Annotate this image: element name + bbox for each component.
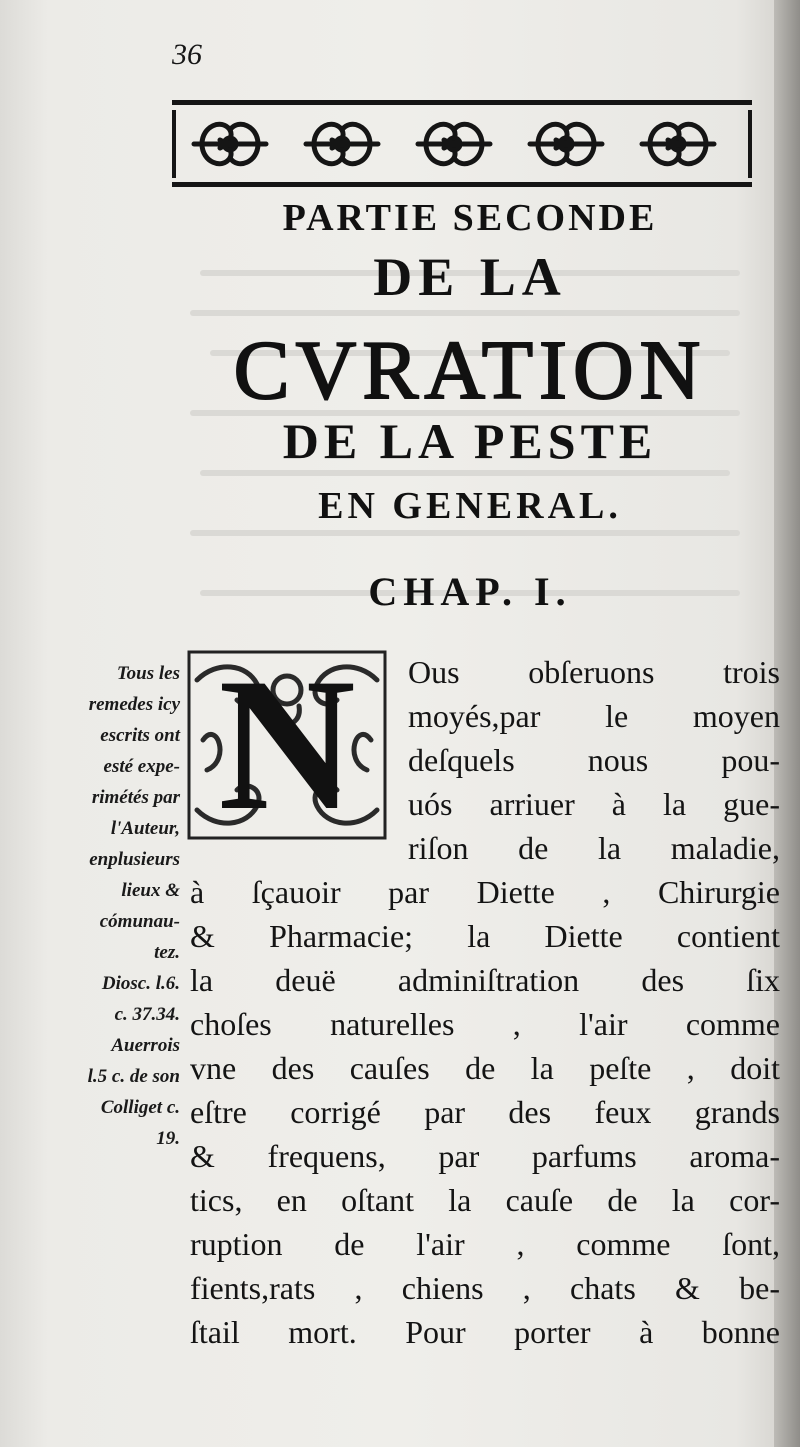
margin-note-line: Auerrois (111, 1035, 180, 1056)
margin-note-line: l'Auteur, (110, 818, 180, 839)
body-line: & Pharmacie; la Diette contient (190, 918, 780, 954)
body-line: vne des cauſes de la peſte , doit (190, 1050, 780, 1086)
margin-note-line: c. 37.34. (114, 1004, 180, 1025)
margin-note (30, 658, 180, 1154)
margin-note-line: Diosc. l.6. (101, 973, 180, 994)
margin-note-line: lieux & (121, 880, 180, 901)
body-line: la deuë adminiſtration des ſix (190, 962, 780, 998)
drop-cap-letter: N (218, 640, 356, 850)
ornamental-header-band (172, 96, 752, 192)
margin-note-line: rimétés par (91, 787, 180, 808)
title-line-3: DE LA PESTE (282, 413, 658, 469)
body-line: ſtail mort. Pour porter à bonne (190, 1314, 780, 1350)
margin-note-line: Tous les (116, 663, 180, 684)
body-line: & frequens, par parfums aroma- (190, 1138, 780, 1174)
body-line: Ous obſeruons trois (408, 654, 780, 690)
body-line: ruption de l'air , comme ſont, (190, 1226, 780, 1262)
margin-note-line: tez. (154, 942, 180, 963)
decorated-drop-cap (187, 640, 387, 850)
title-line-1: DE LA (373, 247, 567, 307)
body-line: fients,rats , chiens , chats & be- (190, 1270, 780, 1306)
page-number: 36 (172, 38, 202, 71)
body-line: à ſçauoir par Diette , Chirurgie (190, 874, 780, 910)
margin-note-line: 19. (156, 1128, 180, 1149)
margin-note-line: l.5 c. de son (87, 1066, 180, 1087)
title-line-4: EN GENERAL. (318, 485, 622, 527)
margin-note-line: remedes icy (88, 694, 180, 715)
margin-note-line: cómunau- (99, 911, 180, 932)
body-line: moyés,par le moyen (408, 698, 780, 734)
body-line: tics, en oſtant la cauſe de la cor- (190, 1182, 780, 1218)
margin-note-line: enplusieurs (89, 849, 180, 870)
margin-note-line: Colliget c. (100, 1097, 180, 1118)
body-line: riſon de la maladie, (408, 830, 780, 866)
body-line: choſes naturelles , l'air comme (190, 1006, 780, 1042)
body-line: uós arriuer à la gue- (408, 786, 780, 822)
part-title: PARTIE SECONDE (282, 197, 658, 239)
margin-note-line: escrits ont (100, 725, 180, 746)
chapter-heading: CHAP. I. (368, 569, 572, 614)
body-line: eſtre corrigé par des feux grands (190, 1094, 780, 1130)
body-line: deſquels nous pou- (408, 742, 780, 778)
title-line-2: CVRATION (233, 324, 707, 417)
margin-note-line: esté expe- (103, 756, 180, 777)
